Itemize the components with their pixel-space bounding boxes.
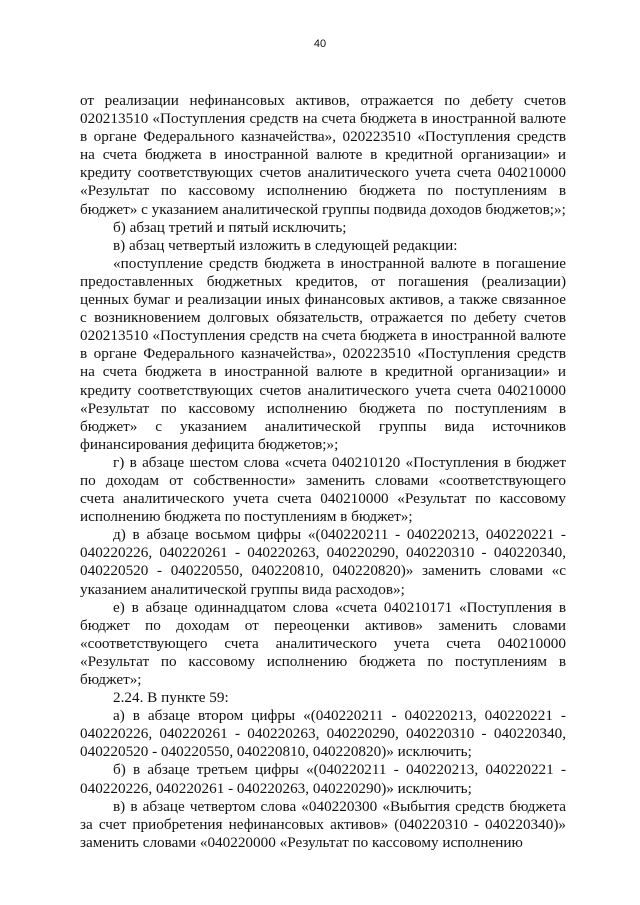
paragraph: б) в абзаце третьем цифры «(040220211 - 040220213, 040220221 - 040220226, 040220261 - 040220263, 040220290)» исключить; <box>80 761 566 797</box>
paragraph: 2.24. В пункте 59: <box>113 689 229 707</box>
paragraph: «поступление средств бюджета в иностранной валюте в погашение предоставленных бюджетных кредитов, от погашения (реализации) ценных бумаг и реализации иных финансовых активов, а также связанное с возникновением долговых обязательств, отражается по дебету счетов 020213510 «Поступления средств на счета бюджета в иностранной валюте в органе Федерального казначейства», 020223510 «Поступления средств на счета бюджета в иностранной валюте в кредитной организации» и кредиту соответствующих счетов аналитического учета счета 040210000 «Результат по кассовому исполнению бюджета по поступлениям в бюджет» с указанием аналитической группы вида источников финансирования дефицита бюджетов;»; <box>80 254 566 453</box>
paragraph: в) абзац четвертый изложить в следующей редакции: <box>113 236 458 254</box>
paragraph: от реализации нефинансовых активов, отражается по дебету счетов 020213510 «Поступления средств на счета бюджета в иностранной валюте в органе Федерального казначейства», 020223510 «Поступления средств на счета бюджета в иностранной валюте в кредитной организации» и кредиту соответствующих счетов аналитического учета счета 040210000 «Результат по кассовому исполнению бюджета по поступлениям в бюджет» с указанием аналитической группы подвида доходов бюджетов;»; <box>80 92 566 218</box>
paragraph: д) в абзаце восьмом цифры «(040220211 - 040220213, 040220221 - 040220226, 040220261 - 040220263, 040220290, 040220310 - 040220340, 040220520 - 040220550, 040220810, 040220820)» заменить словами «с указанием аналитической группы вида расходов»; <box>80 526 566 598</box>
paragraph: г) в абзаце шестом слова «счета 040210120 «Поступления в бюджет по доходам от собственности» заменить словами «соответствующего счета аналитического учета счета 040210000 «Результат по кассовому исполнению бюджета по поступлениям в бюджет»; <box>80 453 566 526</box>
paragraph: е) в абзаце одиннадцатом слова «счета 040210171 «Поступления в бюджет по доходам от переоценки активов» заменить словами «соответствующего счета аналитического учета счета 040210000 «Результат по кассовому исполнению бюджета по поступлениям в бюджет»; <box>80 598 566 688</box>
paragraph: в) в абзаце четвертом слова «040220300 «Выбытия средств бюджета за счет приобретения нефинансовых активов» (040220310 - 040220340)» заменить словами «040220000 «Результат по кассовому исполнению <box>80 797 566 851</box>
paragraph: б) абзац третий и пятый исключить; <box>113 218 347 236</box>
document-body <box>80 92 566 852</box>
paragraph: а) в абзаце втором цифры «(040220211 - 040220213, 040220221 - 040220226, 040220261 - 040220263, 040220290, 040220310 - 040220340, 040220520 - 040220550, 040220810, 040220820)» исключить; <box>80 707 566 761</box>
page-number: 40 <box>313 38 327 50</box>
